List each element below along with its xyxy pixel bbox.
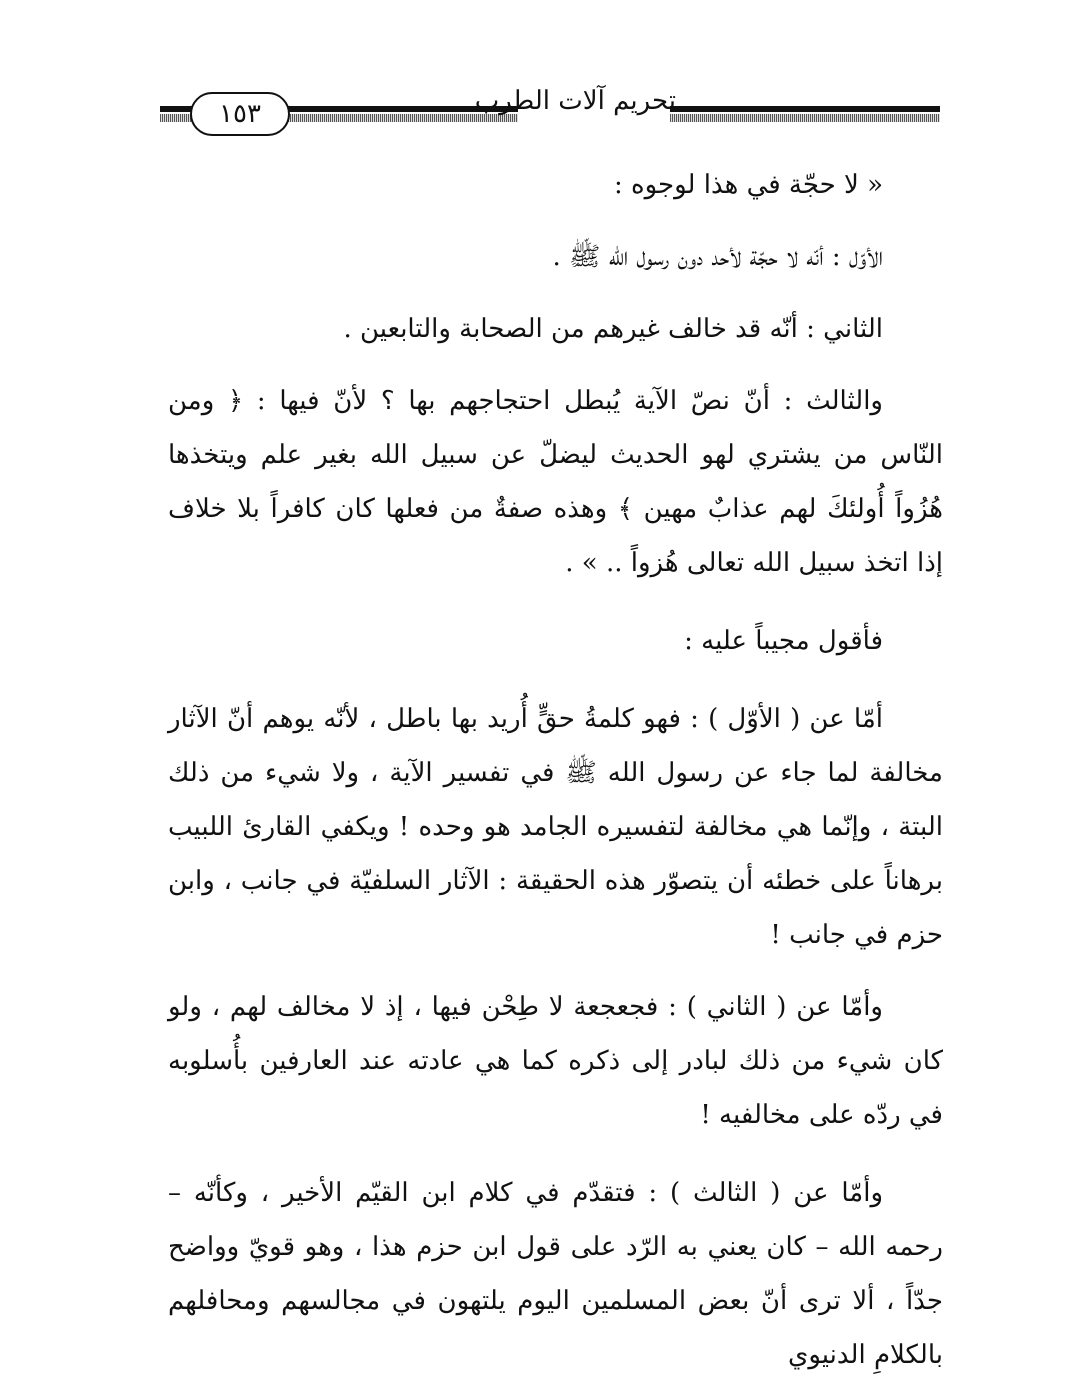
paragraph: الثاني : أنّه قد خالف غيرهم من الصحابة والتابعين . <box>343 314 883 344</box>
paragraph: « لا حجّة في هذا لوجوه : <box>613 170 883 200</box>
paragraph: أمّا عن ( الأوّل ) : فهو كلمةُ حقٍّ أُريد بها باطل ، لأنّه يوهم أنّ الآثار مخالفة لما جاء عن رسول الله ﷺ في تفسير الآية ، ولا شيء من ذلك البتة ، وإنّما هي مخالفة لتفسيره الجامد هو وحده ! ويكفي القارئ اللبيب برهاناً على خطئه أن يتصوّر هذه الحقيقة : الآثار السلفيّة في جانب ، وابن حزم في جانب ! <box>168 704 943 950</box>
paragraph: الأوّل : أنّه لا حجّة لأحد دون رسول الله ﷺ . <box>552 242 883 272</box>
paragraph: وأمّا عن ( الثالث ) : فتقدّم في كلام ابن القيّم الأخير ، وكأنّه – رحمه الله – كان يعني به الرّد على قول ابن حزم هذا ، وهو قويّ وواضح جدّاً ، ألا ترى أنّ بعض المسلمين اليوم يلتهون في مجالسهم ومحافلهم بالكلامِ الدنيوي <box>168 1178 943 1370</box>
header-rule-hatched <box>670 114 940 122</box>
paragraph: فأقول مجيباً عليه : <box>684 626 883 656</box>
page-number: ١٥٣ <box>190 92 290 136</box>
header-rule <box>670 106 940 112</box>
running-title: تحريم آلات الطرب <box>474 86 676 116</box>
page-header <box>160 80 940 140</box>
page-body <box>168 158 943 1382</box>
paragraph: وأمّا عن ( الثاني ) : فجعجعة لا طِحْن فيها ، إذ لا مخالف لهم ، ولو كان شيء من ذلك لبادر إلى ذكره كما هي عادته عند العارفين بأُسلوبه في ردّه على مخالفيه ! <box>168 992 943 1130</box>
paragraph: والثالث : أنّ نصّ الآية يُبطل احتجاجهم بها ؟ لأنّ فيها : ﴿ ومن النّاس من يشتري لهو الحديث ليضلّ عن سبيل الله بغير علم ويتخذها هُزُواً أُولئكَ لهم عذابٌ مهين ﴾ وهذه صفةٌ من فعلها كان كافراً بلا خلاف إذا اتخذ سبيل الله تعالى هُزواً .. » . <box>168 386 943 578</box>
